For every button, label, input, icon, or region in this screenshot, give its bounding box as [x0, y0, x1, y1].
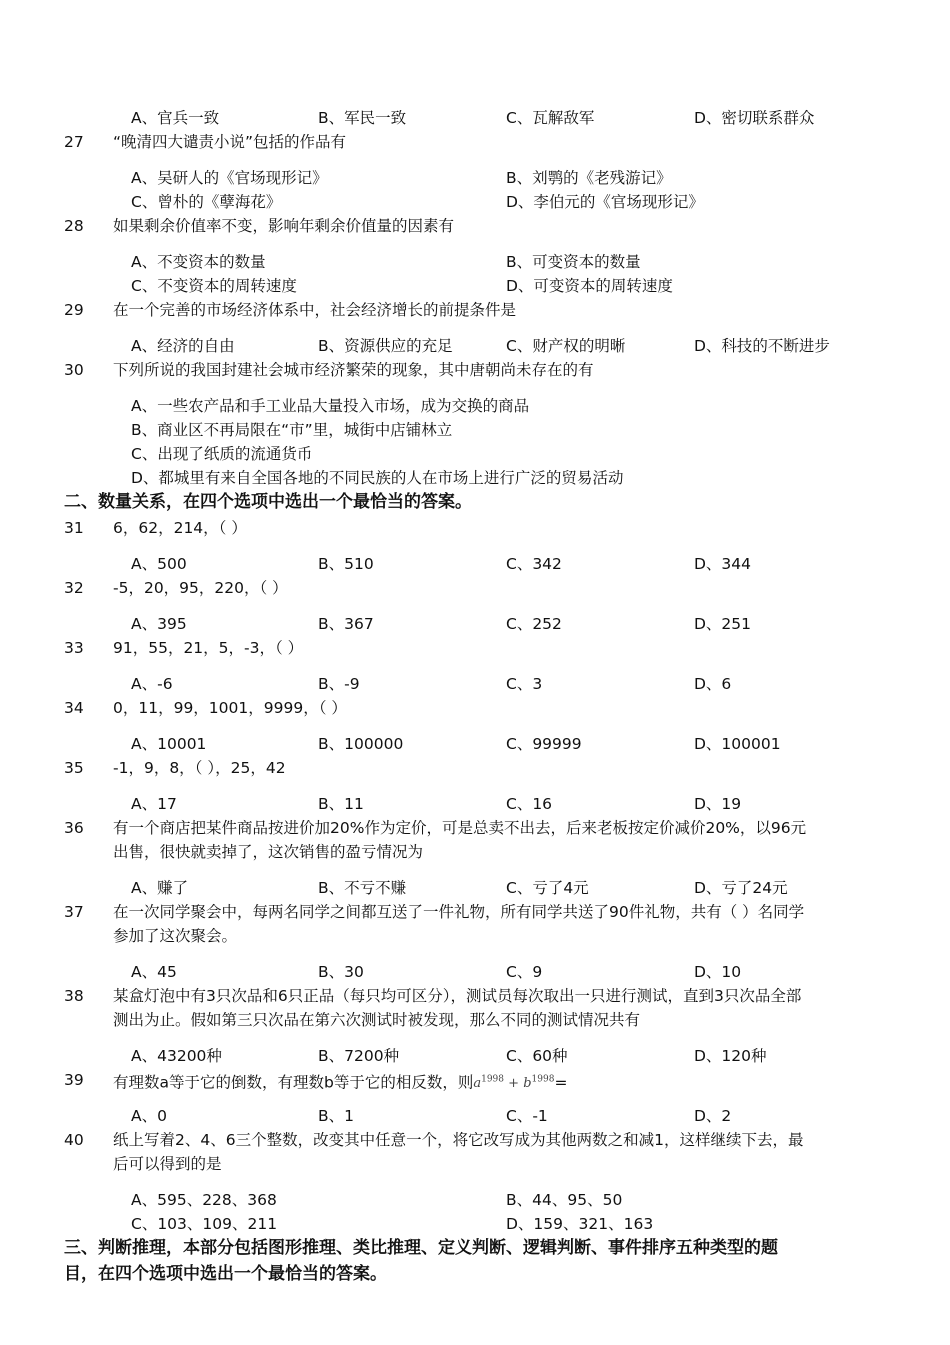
q37-option-c: C、9	[506, 963, 543, 981]
q37-option-b: B、30	[318, 963, 364, 981]
q27-number: 27	[64, 133, 84, 151]
q29-option-b: B、资源供应的充足	[318, 337, 453, 355]
q38-text-line1: 某盒灯泡中有3只次品和6只正品（每只均可区分），测试员每次取出一只进行测试，直到3只次品全部	[113, 987, 802, 1005]
q40-option-c: C、103、109、211	[131, 1215, 278, 1233]
q30-number: 30	[64, 361, 84, 379]
q36-option-c: C、亏了4元	[506, 879, 589, 897]
q34-option-b: B、100000	[318, 735, 404, 753]
q31-option-d: D、344	[694, 555, 752, 573]
q32-text: -5，20，95，220，（ ）	[113, 579, 288, 597]
q33-option-d: D、6	[694, 675, 732, 693]
q28-option-a: A、不变资本的数量	[131, 253, 266, 271]
q38-text-line2: 测出为止。假如第三只次品在第六次测试时被发现，那么不同的测试情况共有	[113, 1011, 641, 1029]
q31-text: 6，62，214，（ ）	[113, 519, 247, 537]
q39-option-b: B、1	[318, 1107, 354, 1125]
q32-option-c: C、252	[506, 615, 562, 633]
formula-b: b	[523, 1076, 532, 1092]
q39-number: 39	[64, 1071, 84, 1089]
q34-option-a: A、10001	[131, 735, 207, 753]
q29-option-c: C、财产权的明晰	[506, 337, 626, 355]
q33-option-a: A、-6	[131, 675, 173, 693]
section-2-heading: 二、数量关系，在四个选项中选出一个最恰当的答案。	[64, 492, 472, 512]
q37-text-line2: 参加了这次聚会。	[113, 927, 238, 945]
q26-option-b: B、军民一致	[318, 109, 407, 127]
q33-option-c: C、3	[506, 675, 543, 693]
q37-text-line1: 在一次同学聚会中，每两名同学之间都互送了一件礼物，所有同学共送了90件礼物，共有（ ）名同学	[113, 903, 805, 921]
q35-number: 35	[64, 759, 84, 777]
q29-number: 29	[64, 301, 84, 319]
q31-option-a: A、500	[131, 555, 187, 573]
q31-option-c: C、342	[506, 555, 562, 573]
q28-text: 如果剩余价值率不变，影响年剩余价值量的因素有	[113, 217, 455, 235]
formula-equals: =	[554, 1073, 568, 1092]
q39-option-c: C、-1	[506, 1107, 548, 1125]
q38-option-b: B、7200种	[318, 1047, 400, 1065]
q40-number: 40	[64, 1131, 84, 1149]
q30-option-a: A、一些农产品和手工业品大量投入市场，成为交换的商品	[131, 397, 530, 415]
q37-option-a: A、45	[131, 963, 177, 981]
q26-option-c: C、瓦解敌军	[506, 109, 595, 127]
q30-option-d: D、都城里有来自全国各地的不同民族的人在市场上进行广泛的贸易活动	[131, 469, 624, 487]
q39-formula	[473, 1076, 554, 1091]
q28-option-c: C、不变资本的周转速度	[131, 277, 297, 295]
q32-option-b: B、367	[318, 615, 374, 633]
q27-option-c: C、曾朴的《孽海花》	[131, 193, 282, 211]
q37-option-d: D、10	[694, 963, 742, 981]
q39-text: 有理数a等于它的倒数，有理数b等于它的相反数，则	[113, 1073, 474, 1092]
q28-option-d: D、可变资本的周转速度	[506, 277, 673, 295]
q34-text: 0，11，99，1001，9999，（ ）	[113, 699, 347, 717]
q30-option-c: C、出现了纸质的流通货币	[131, 445, 313, 463]
formula-plus: +	[508, 1076, 520, 1092]
q38-option-d: D、120种	[694, 1047, 767, 1065]
formula-exp-b: 1998	[531, 1075, 555, 1085]
q35-text: -1，9，8，（ ），25，42	[113, 759, 286, 777]
q35-option-d: D、19	[694, 795, 742, 813]
q29-option-a: A、经济的自由	[131, 337, 235, 355]
q27-option-d: D、李伯元的《官场现形记》	[506, 193, 704, 211]
q29-option-d: D、科技的不断进步	[694, 337, 830, 355]
q37-number: 37	[64, 903, 84, 921]
q39-option-a: A、0	[131, 1107, 167, 1125]
q35-option-a: A、17	[131, 795, 177, 813]
q36-text-line2: 出售，很快就卖掉了，这次销售的盈亏情况为	[113, 843, 424, 861]
q38-option-c: C、60种	[506, 1047, 568, 1065]
q28-option-b: B、可变资本的数量	[506, 253, 641, 271]
q40-text-line1: 纸上写着2、4、6三个整数，改变其中任意一个，将它改写成为其他两数之和减1，这样继续下去，最	[113, 1131, 804, 1149]
q36-option-a: A、赚了	[131, 879, 189, 897]
q36-option-d: D、亏了24元	[694, 879, 788, 897]
q38-option-a: A、43200种	[131, 1047, 222, 1065]
q34-option-c: C、99999	[506, 735, 582, 753]
q39-option-d: D、2	[694, 1107, 732, 1125]
q36-text-line1: 有一个商店把某件商品按进价加20%作为定价，可是总卖不出去，后来老板按定价减价20%，以96元	[113, 819, 807, 837]
q38-number: 38	[64, 987, 84, 1005]
q40-text-line2: 后可以得到的是	[113, 1155, 222, 1173]
q39-question	[113, 1069, 567, 1095]
section-3-heading-line1: 三、判断推理，本部分包括图形推理、类比推理、定义判断、逻辑判断、事件排序五种类型的题	[64, 1238, 778, 1258]
q34-number: 34	[64, 699, 84, 717]
q27-option-b: B、刘鹗的《老残游记》	[506, 169, 672, 187]
q33-option-b: B、-9	[318, 675, 360, 693]
q31-option-b: B、510	[318, 555, 374, 573]
q29-text: 在一个完善的市场经济体系中，社会经济增长的前提条件是	[113, 301, 517, 319]
q32-number: 32	[64, 579, 84, 597]
q40-option-d: D、159、321、163	[506, 1215, 654, 1233]
q32-option-d: D、251	[694, 615, 752, 633]
q27-option-a: A、吴研人的《官场现形记》	[131, 169, 328, 187]
q30-option-b: B、商业区不再局限在“市”里，城街中店铺林立	[131, 421, 453, 439]
q33-number: 33	[64, 639, 84, 657]
q36-option-b: B、不亏不赚	[318, 879, 407, 897]
q35-option-c: C、16	[506, 795, 553, 813]
q36-number: 36	[64, 819, 84, 837]
q31-number: 31	[64, 519, 84, 537]
q32-option-a: A、395	[131, 615, 187, 633]
formula-a: a	[473, 1076, 482, 1092]
q28-number: 28	[64, 217, 84, 235]
q33-text: 91，55，21，5，-3，（ ）	[113, 639, 304, 657]
q30-text: 下列所说的我国封建社会城市经济繁荣的现象，其中唐朝尚未存在的有	[113, 361, 594, 379]
q34-option-d: D、100001	[694, 735, 781, 753]
q26-option-a: A、官兵一致	[131, 109, 220, 127]
q40-option-a: A、595、228、368	[131, 1191, 277, 1209]
section-3-heading-line2: 目，在四个选项中选出一个最恰当的答案。	[64, 1264, 387, 1284]
q40-option-b: B、44、95、50	[506, 1191, 623, 1209]
formula-exp-a: 1998	[481, 1075, 505, 1085]
q35-option-b: B、11	[318, 795, 364, 813]
q26-option-d: D、密切联系群众	[694, 109, 815, 127]
q27-text: “晚清四大谴责小说”包括的作品有	[113, 133, 347, 151]
